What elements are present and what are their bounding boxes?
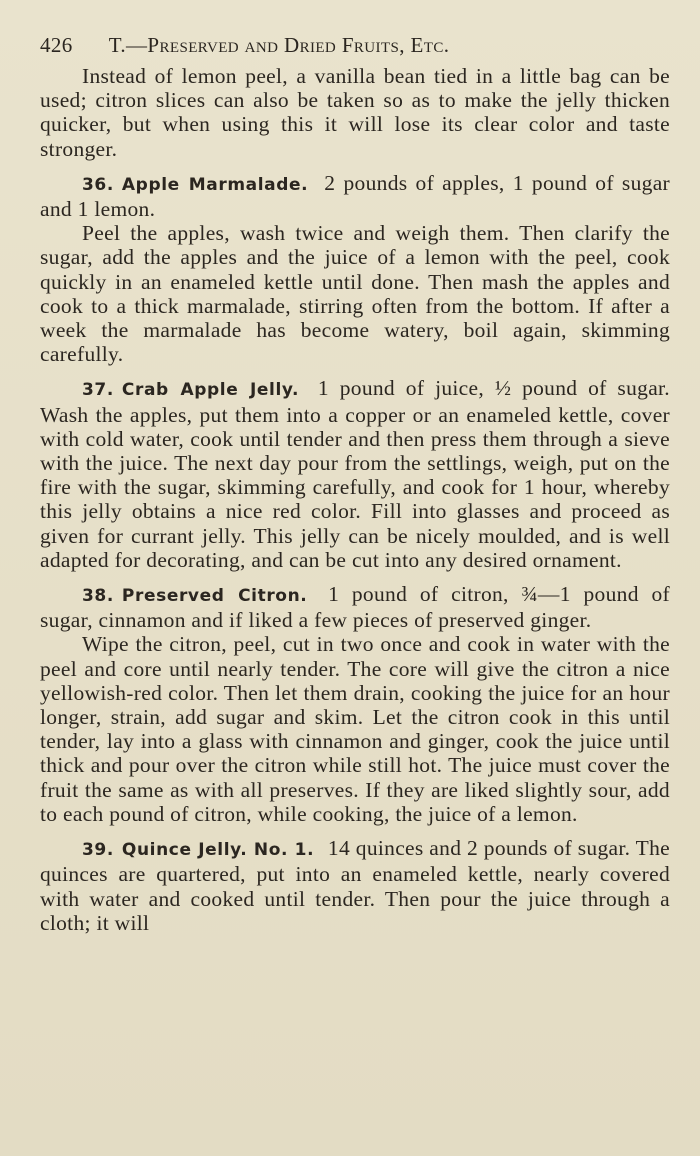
- recipe-number: 38.: [82, 586, 114, 607]
- recipe-number: 36.: [82, 174, 114, 195]
- recipe-39: [40, 836, 670, 935]
- recipe-number: 39.: [82, 840, 114, 861]
- recipe-37: [40, 376, 670, 572]
- page-number: 426: [40, 33, 73, 57]
- recipe-body: Peel the apples, wash twice and weigh them. Then clarify the sugar, add the apples and the juice of a lemon with the peel, cook quickly in an enameled kettle until done. Then mash the apples and cook to a thick marmalade, stirring often from the bottom. If after a week the marmalade has become watery, boil again, skimming carefully.: [40, 221, 670, 367]
- recipe-title: Crab Apple Jelly.: [121, 380, 300, 401]
- intro-paragraph: Instead of lemon peel, a vanilla bean tied in a little bag can be used; citron slices can also be taken so as to make the jelly thicken quicker, but when using this it will lose its clear color and taste stronger.: [40, 64, 670, 161]
- recipe-ingredients: 14 quinces and 2 pounds of sugar. The quinces are quartered, put into an enameled kettle, nearly covered with water and cooked until tender. Then pour the juice through a cloth; it will: [40, 836, 670, 935]
- recipe-number: 37.: [82, 380, 114, 401]
- recipe-title: Apple Marmalade.: [121, 174, 309, 195]
- recipe-heading: [40, 376, 670, 572]
- recipe-body: Wipe the citron, peel, cut in two once and cook in water with the peel and core until nearly tender. The core will give the citron a nice yellowish-red color. Then let them drain, cooking the juice for an hour longer, strain, add sugar and skim. Let the citron cook in this until tender, lay into a glass with cinnamon and ginger, cook the juice until thick and pour over the citron while still hot. The juice must cover the fruit the same as with all preserves. If they are liked slightly sour, add to each pound of citron, while cooking, the juice of a lemon.: [40, 632, 670, 826]
- page-header: [40, 30, 670, 60]
- recipe-title: Preserved Citron.: [121, 586, 308, 607]
- recipe-ingredients: 2 pounds of apples, 1 pound of sugar and 1 lemon.: [40, 170, 670, 222]
- recipe-heading: [40, 582, 670, 632]
- recipe-heading: [40, 171, 670, 221]
- recipe-heading: [40, 836, 670, 935]
- running-head: T.—Preserved and Dried Fruits, Etc.: [108, 33, 450, 57]
- recipe-title: Quince Jelly. No. 1.: [121, 840, 315, 861]
- recipe-ingredients: 1 pound of citron, ¾—1 pound of sugar, cinnamon and if liked a few pieces of preserved ginger.: [40, 582, 670, 633]
- recipe-38: [40, 582, 670, 826]
- recipe-36: [40, 171, 670, 367]
- recipe-ingredients: 1 pound of juice, ½ pound of sugar. Wash the apples, put them into a copper or an enameled kettle, cover with cold water, cook until tender and then press them through a sieve with the juice. The next day pour from the settlings, weigh, put on the fire with the sugar, skimming carefully, and cook for 1 hour, whereby this jelly obtains a nice red color. Fill into glasses and proceed as given for currant jelly. This jelly can be nicely moulded, and is well adapted for decorating, and can be cut into any desired ornament.: [40, 376, 670, 572]
